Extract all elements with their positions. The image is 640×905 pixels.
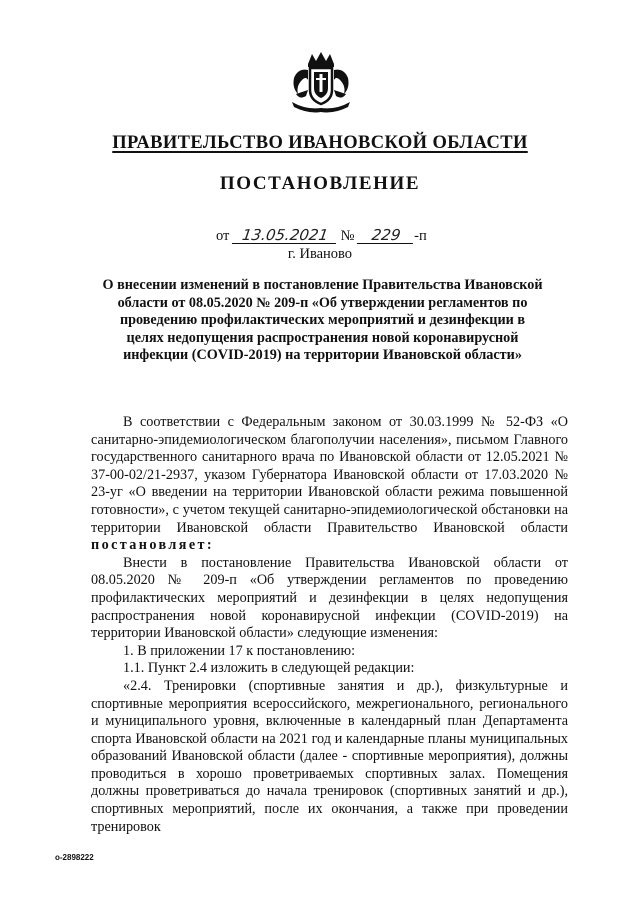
- handwritten-date: 13.05.2021: [232, 228, 338, 244]
- body-paragraph: Внести в постановление Правительства Ивановской области от 08.05.2020 № 209-п «Об утверждении регламентов по проведению профилактических мероприятий и дезинфекции в целях недопущения распространения новой коронавирусной инфекции (COVID-2019) на территории Ивановской области» следующие изменения:: [91, 554, 568, 642]
- body-paragraph: «2.4. Тренировки (спортивные занятия и др.), физкультурные и спортивные мероприятия всероссийского, межрегионального, регионального и муниципального уровня, включенные в календарный план Департамента спорта Ивановской области на 2021 год и календарные планы муниципальных образований Ивановской области (далее - спортивные мероприятия), должны проводиться в хорошо проветриваемых спортивных залах. Помещения должны проветриваться до начала тренировок (спортивных занятий и др.), спортивных мероприятий, после их окончания, а также при проведении тренировок: [91, 677, 568, 835]
- date-prefix: от: [216, 228, 230, 244]
- preamble-paragraph: В соответствии с Федеральным законом от 30.03.1999 № 52-ФЗ «О санитарно-эпидемиологическом благополучии населения», письмом Главного государственного санитарного врача по Ивановской области от 12.05.2021 № 37-00-02/21-2937, указом Губернатора Ивановской области от 17.03.2020 № 23-уг «О введении на территории Ивановской области режима повышенной готовности», с учетом текущей санитарно-эпидемиологической обстановки на территории Ивановской области Правительство Ивановской области постановляет:: [91, 414, 568, 554]
- decree-word: постановляет:: [91, 537, 215, 554]
- document-type-heading: ПОСТАНОВЛЕНИЕ: [219, 173, 421, 194]
- date-number-line: [216, 228, 427, 245]
- body-paragraph: 1. В приложении 17 к постановлению:: [123, 642, 356, 659]
- handwritten-number: 229: [357, 228, 415, 244]
- number-suffix: -п: [414, 228, 427, 244]
- number-sign: №: [340, 228, 355, 244]
- document-code: о-2898222: [55, 853, 94, 862]
- document-body: [91, 414, 568, 836]
- body-paragraph: 1.1. Пункт 2.4 изложить в следующей редакции:: [123, 660, 415, 677]
- government-title: ПРАВИТЕЛЬСТВО ИВАНОВСКОЙ ОБЛАСТИ: [112, 133, 528, 153]
- city-line: г. Иваново: [287, 246, 353, 262]
- subject-heading: О внесении изменений в постановление Правительства Ивановской области от 08.05.2020 № 209-п «Об утверждении регламентов по проведению профилактических мероприятий и дезинфекции в целях недопущения распространения новой коронавирусной инфекции (COVID-2019) на территории Ивановской области»: [102, 277, 543, 364]
- coat-of-arms-emblem: [286, 50, 356, 114]
